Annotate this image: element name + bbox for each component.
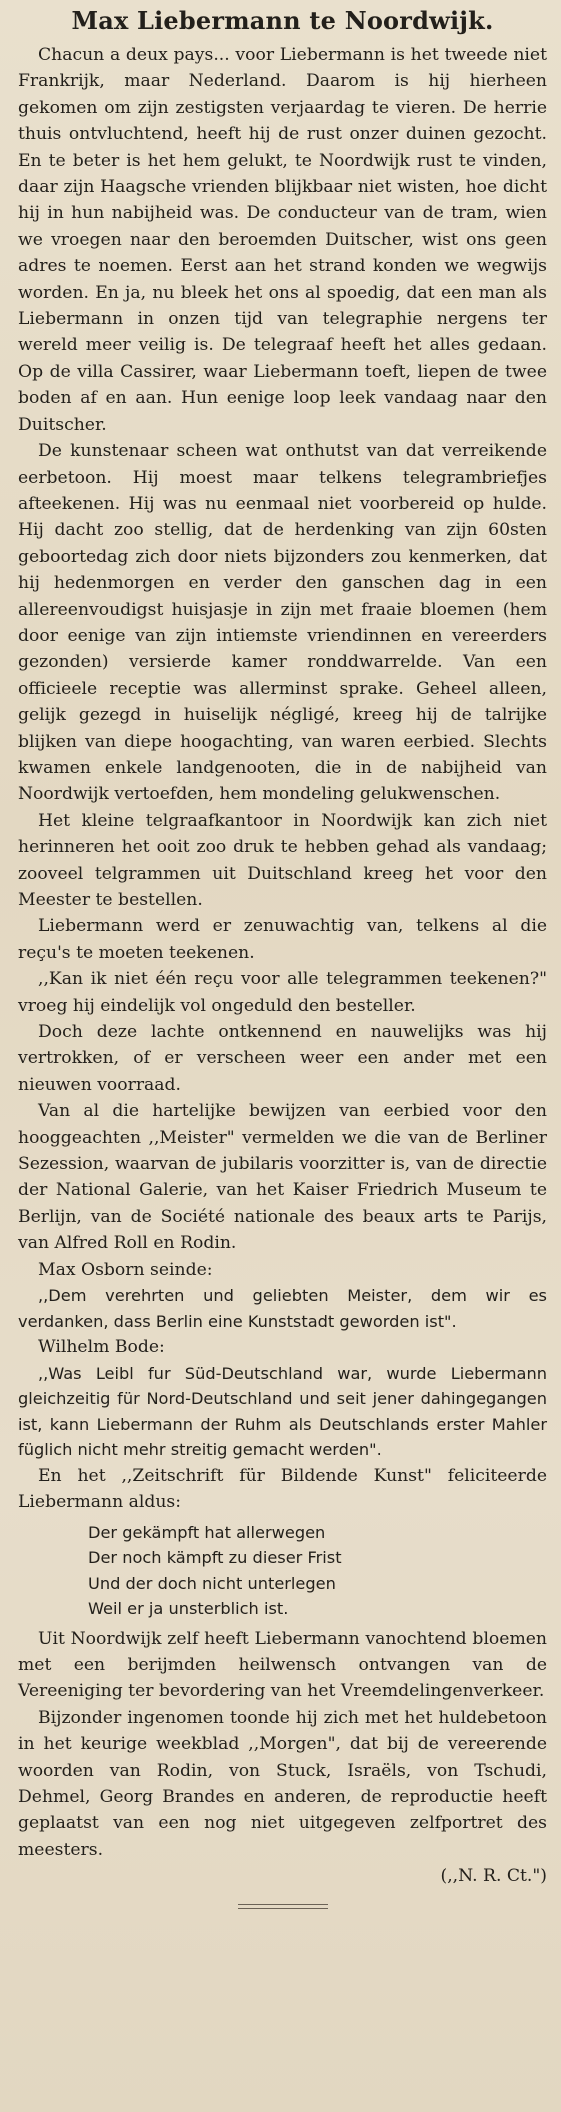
article-body	[18, 42, 547, 1890]
paragraph: Uit Noordwijk zelf heeft Liebermann vanochtend bloemen met een berijmden heilwensch ontvangen van de Vereeniging ter bevordering van het Vreemdelingenverkeer.	[18, 1628, 547, 1702]
zeitschrift-intro: En het ,,Zeitschrift für Bildende Kunst" feliciteerde Liebermann aldus:	[18, 1466, 547, 1513]
paragraph: De kunstenaar scheen wat onthutst van dat verreikende eerbetoon. Hij moest maar telkens telegrambriefjes afteekenen. Hij was nu eenmaal niet voorbereid op hulde. Hij dacht zoo stellig, dat de herdenking van zijn 60sten geboortedag zich door niets bijzonders zou kenmerken, dat hij hedenmorgen en verder den ganschen dag in een allereenvoudigst huisjasje in zijn met fraaie bloemen (hem door eenige van zijn intiemste vriendinnen en vereerders gezonden) versierde kamer ronddwarrelde. Van een officieele receptie was allerminst sprake. Geheel alleen, gelijk gezegd in huiselijk négligé, kreeg hij de talrijke blijken van diepe hoogachting, van waren eerbied. Slechts kwamen enkele landgenooten, die in de nabijheid van Noordwijk vertoefden, hem mondeling gelukwenschen.	[18, 441, 547, 805]
osborn-intro: Max Osborn seinde:	[38, 1259, 213, 1280]
poem	[88, 1520, 547, 1622]
paragraph: Van al die hartelijke bewijzen van eerbied voor den hooggeachten ,,Meister" vermelden we die van de Berliner Sezession, waarvan de jubilaris voorzitter is, van de directie der National Galerie, van het Kaiser Friedrich Museum te Berlijn, van de Société nationale des beaux arts te Parijs, van Alfred Roll en Rodin.	[18, 1101, 547, 1254]
poem-line: Der gekämpft hat allerwegen	[88, 1522, 326, 1542]
poem-line: Und der doch nicht unterlegen	[88, 1573, 336, 1593]
paragraph: Bijzonder ingenomen toonde hij zich met het huldebetoon in het keurige weekblad ,,Morgen", dat bij de vereerende woorden van Rodin, von Stuck, Israëls, von Tschudi, Dehmel, Georg Brandes en anderen, de reproductie heeft geplaatst van een nog niet uitgegeven zelfportret des meesters.	[18, 1707, 547, 1860]
paragraph: ,,Kan ik niet één reçu voor alle telegrammen teekenen?" vroeg hij eindelijk vol ongeduld den besteller.	[18, 969, 547, 1016]
paragraph: Liebermann werd er zenuwachtig van, telkens al die reçu's te moeten teekenen.	[18, 916, 547, 963]
bode-intro: Wilhelm Bode:	[38, 1337, 165, 1358]
paragraph: Chacun a deux pays... voor Liebermann is het tweede niet Frankrijk, maar Nederland. Daarom is hij hierheen gekomen om zijn zestigsten verjaardag te vieren. De herrie thuis ontvluchtend, heeft hij de rust onzer duinen gezocht. En te beter is het hem gelukt, te Noordwijk rust te vinden, daar zijn Haagsche vrienden blijkbaar niet wisten, hoe dicht hij in hun nabijheid was. De conducteur van de tram, wien we vroegen naar den beroemden Duitscher, wist ons geen adres te noemen. Eerst aan het strand konden we wegwijs worden. En ja, nu bleek het ons al spoedig, dat een man als Liebermann in onzen tijd van telegraphie nergens ter wereld meer veilig is. De telegraaf heeft het alles gedaan. Op de villa Cassirer, waar Liebermann toeft, liepen de twee boden af en aan. Hun eenige loop leek vandaag naar den Duitscher.	[18, 45, 547, 435]
source-credit: (,,N. R. Ct.")	[440, 1866, 547, 1887]
poem-line: Der noch kämpft zu dieser Frist	[88, 1548, 342, 1568]
poem-line: Weil er ja unsterblich ist.	[88, 1599, 289, 1619]
paragraph: Het kleine telgraafkantoor in Noordwijk kan zich niet herinneren het ooit zoo druk te hebben gehad als vandaag; zooveel telgrammen uit Duitschland kreeg het voor den Meester te bestellen.	[18, 810, 547, 910]
osborn-quote: ,,Dem verehrten und geliebten Meister, dem wir es verdanken, dass Berlin eine Kunststadt geworden ist".	[18, 1286, 547, 1331]
bode-quote: ,,Was Leibl fur Süd-Deutschland war, wurde Liebermann gleichzeitig für Nord-Deutschland und seit jener dahingegangen ist, kann Liebermann der Ruhm als Deutschlands erster Mahler füglich nicht mehr streitig gemacht werden".	[18, 1363, 547, 1460]
paragraph: Doch deze lachte ontkennend en nauwelijks was hij vertrokken, of er verscheen weer een ander met een nieuwen voorraad.	[18, 1022, 547, 1095]
end-rule	[238, 1904, 328, 1909]
article-title: Max Liebermann te Noordwijk.	[71, 6, 494, 35]
